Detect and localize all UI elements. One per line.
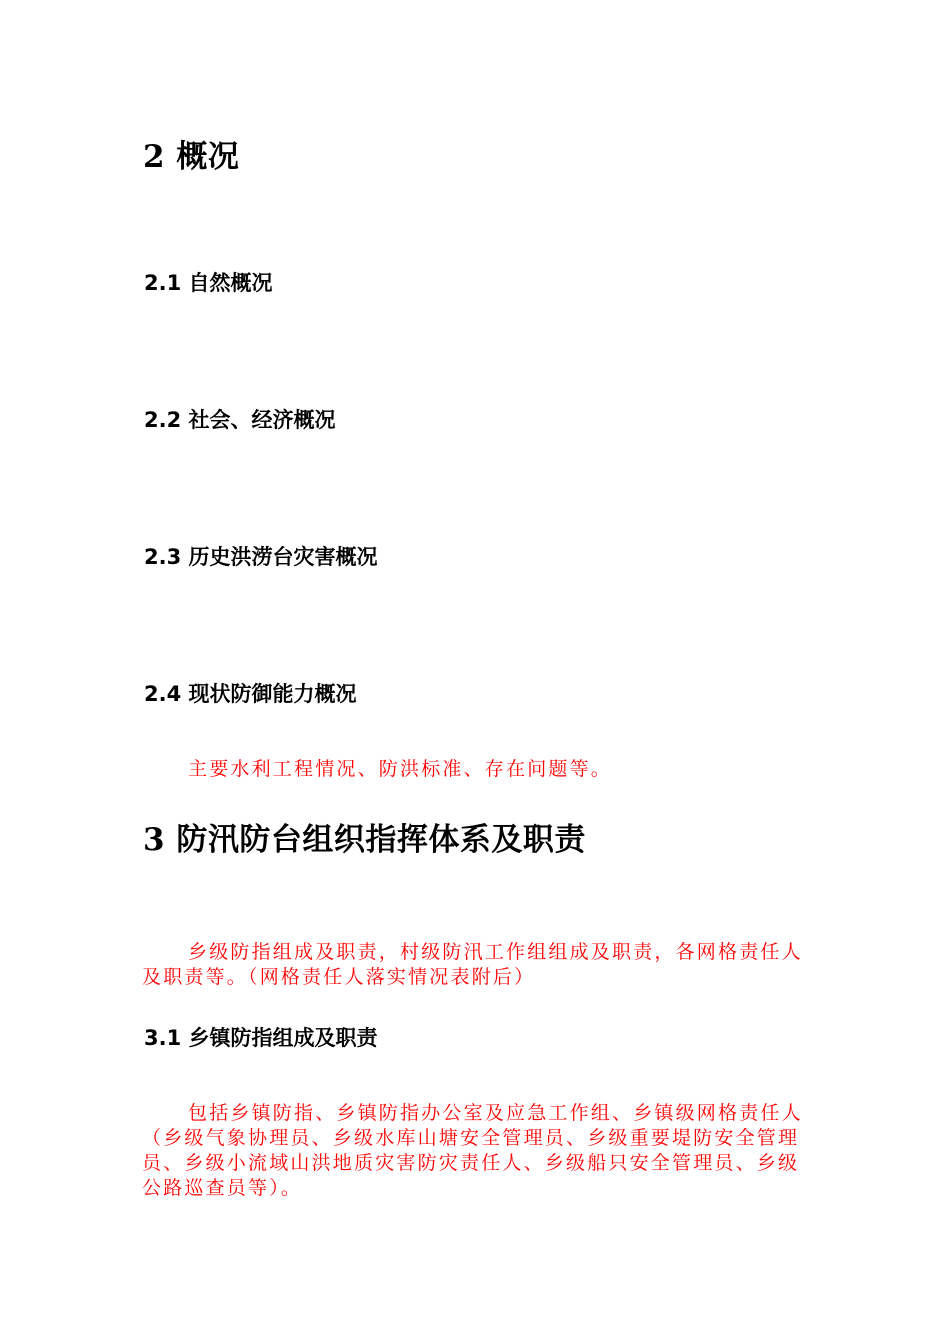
heading-section-3: 3 防汛防台组织指挥体系及职责 xyxy=(143,822,586,858)
note-section-3: 乡级防指组成及职责，村级防汛工作组组成及职责，各网格责任人及职责等。（网格责任人落实情况表附后） xyxy=(142,941,803,988)
heading-section-3-1: 3.1 乡镇防指组成及职责 xyxy=(144,1026,378,1050)
heading-section-2-2: 2.2 社会、经济概况 xyxy=(144,408,336,432)
heading-section-2-4: 2.4 现状防御能力概况 xyxy=(144,682,357,706)
note-section-2-4: 主要水利工程情况、防洪标准、存在问题等。 xyxy=(188,758,613,780)
note-section-3-1: 包括乡镇防指、乡镇防指办公室及应急工作组、乡镇级网格责任人（乡级气象协理员、乡级水库山塘安全管理员、乡级重要堤防安全管理员、乡级小流域山洪地质灾害防灾责任人、乡级船只安全管理员、乡级公路巡查员等）。 xyxy=(142,1102,803,1199)
heading-section-2-1: 2.1 自然概况 xyxy=(144,271,273,295)
heading-section-2: 2 概况 xyxy=(143,139,240,175)
heading-section-2-3: 2.3 历史洪涝台灾害概况 xyxy=(144,545,378,569)
